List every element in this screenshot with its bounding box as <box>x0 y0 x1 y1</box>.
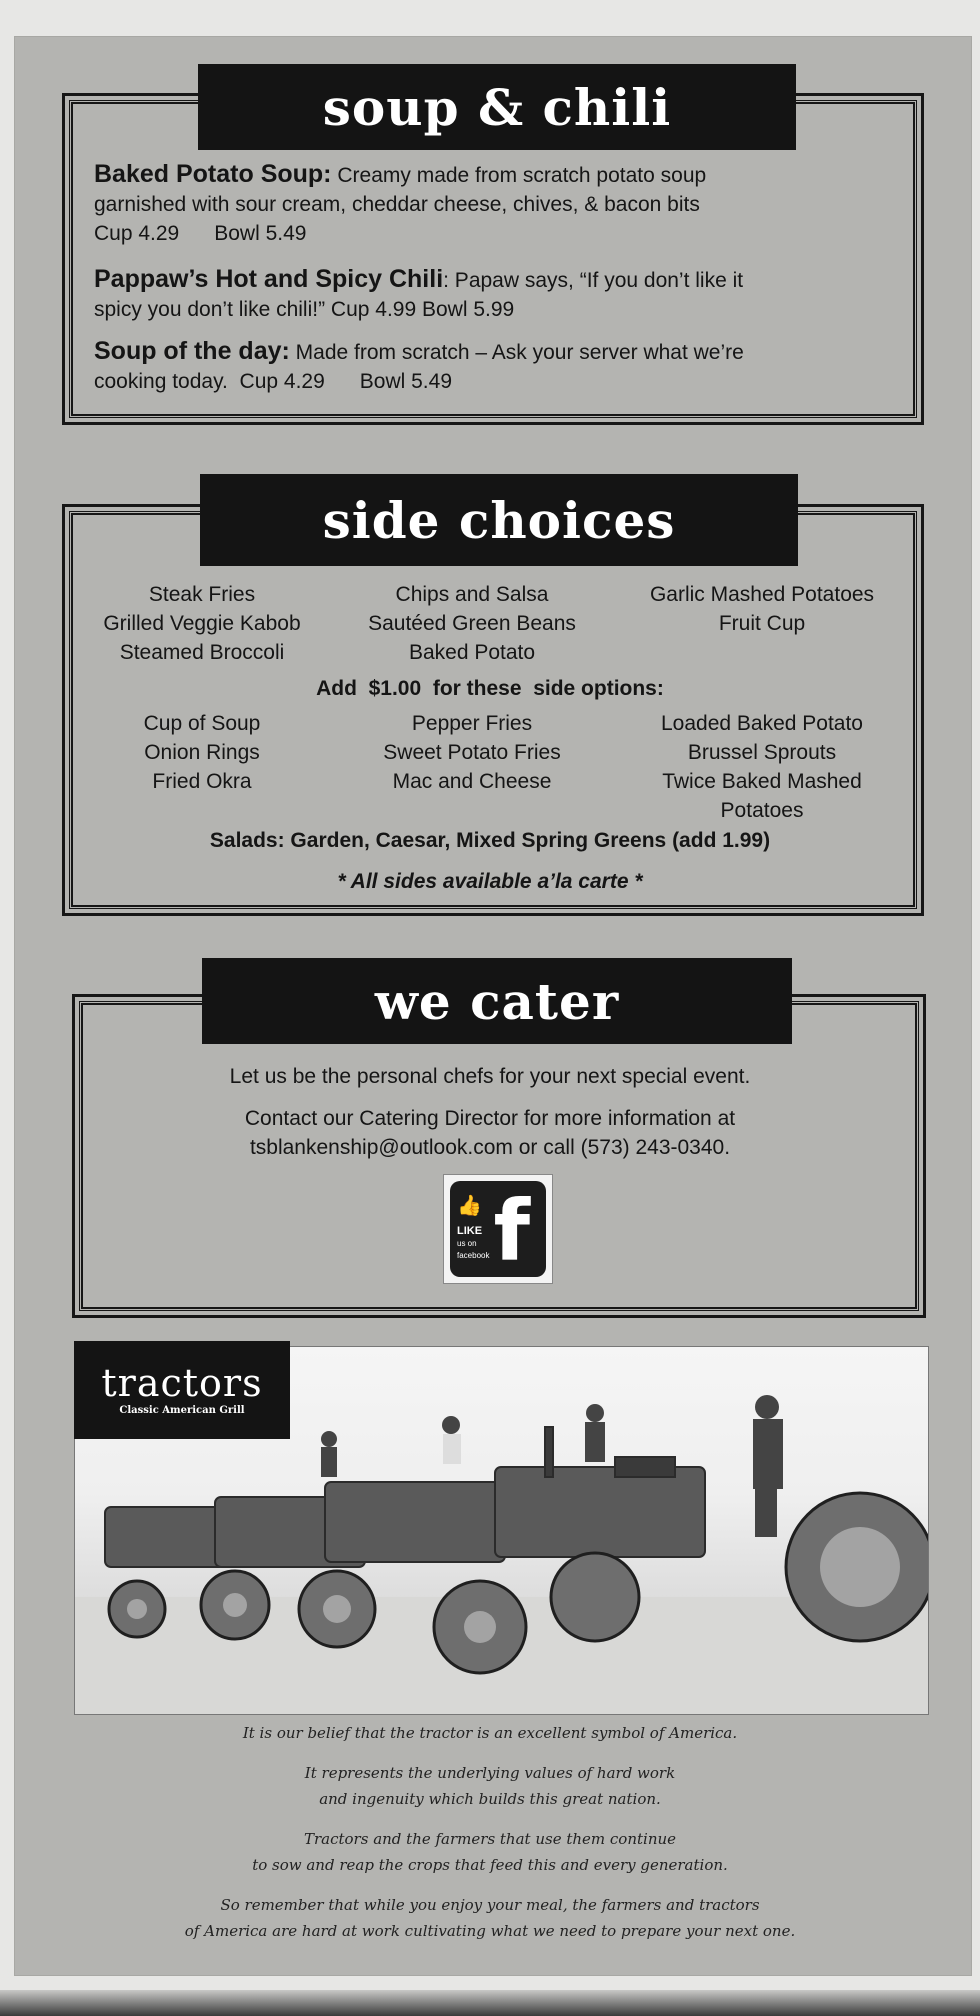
facebook-like-label: LIKE us on facebook <box>457 1225 490 1260</box>
side-item: Loaded Baked Potato <box>660 712 863 735</box>
sides-note: * All sides available a’la carte * <box>337 870 643 893</box>
item-desc: Made from scratch – Ask your server what we’re <box>289 341 744 364</box>
thumbs-up-icon: 👍 <box>457 1195 482 1217</box>
sides-title: side choices <box>322 490 676 550</box>
side-item: Steamed Broccoli <box>119 641 285 664</box>
side-item: Grilled Veggie Kabob <box>103 612 301 635</box>
item-desc: cooking today. Cup 4.29 Bowl 5.49 <box>94 370 452 393</box>
menu-item <box>94 265 874 324</box>
soup-title: soup & chili <box>322 77 672 137</box>
side-item: Onion Rings <box>144 741 260 764</box>
cater-line: Let us be the personal chefs for your next special event. <box>229 1065 751 1088</box>
side-item: Fried Okra <box>152 770 252 793</box>
side-item: Fruit Cup <box>718 612 806 635</box>
cater-banner <box>202 958 792 1044</box>
side-item: Sweet Potato Fries <box>383 741 561 764</box>
side-item: Mac and Cheese <box>392 770 552 793</box>
side-item: Baked Potato <box>408 641 536 664</box>
page-shadow <box>0 1990 980 2016</box>
side-item: Brussel Sprouts <box>687 741 837 764</box>
premium-side-list <box>72 709 912 825</box>
facebook-like-button[interactable] <box>443 1174 553 1284</box>
soup-banner <box>198 64 796 150</box>
side-list <box>72 580 912 667</box>
item-name: Baked Potato Soup: <box>94 160 332 188</box>
item-name: Soup of the day: <box>94 337 290 365</box>
side-item: Sautéed Green Beans <box>368 612 576 635</box>
sides-banner <box>200 474 798 566</box>
side-item: Garlic Mashed Potatoes <box>649 583 875 606</box>
side-item: Twice Baked Mashed <box>662 770 862 793</box>
item-desc: : Papaw says, “If you don’t like it <box>443 269 744 292</box>
side-item: Potatoes <box>720 799 804 822</box>
cater-contact: tsblankenship@outlook.com or call (573) 243-0340. <box>249 1136 731 1159</box>
item-price: Cup 4.29 Bowl 5.49 <box>94 222 307 245</box>
logo-name: tractors <box>101 1361 263 1405</box>
menu-item <box>94 160 874 248</box>
quote-paragraph: So remember that while you enjoy your meal, the farmers and tractors of America are hard at work cultivating what we need to prepare your next one. <box>184 1896 796 1940</box>
tractors-logo <box>74 1341 290 1439</box>
side-item: Steak Fries <box>148 583 256 606</box>
quote-paragraph: It is our belief that the tractor is an excellent symbol of America. <box>242 1724 738 1742</box>
menu-item <box>94 337 874 396</box>
side-item: Pepper Fries <box>411 712 533 735</box>
cater-title: we cater <box>374 971 620 1031</box>
item-desc: Creamy made from scratch potato soup <box>331 164 707 187</box>
item-name: Pappaw’s Hot and Spicy Chili <box>94 265 444 293</box>
side-item: Cup of Soup <box>143 712 261 735</box>
quote-paragraph: It represents the underlying values of hard work and ingenuity which builds this great nation. <box>304 1764 676 1808</box>
add-options-label: Add $1.00 for these side options: <box>316 677 664 700</box>
logo-tagline: Classic American Grill <box>119 1405 245 1416</box>
quote-paragraph: Tractors and the farmers that use them continue to sow and reap the crops that feed this and every generation. <box>252 1830 728 1874</box>
item-desc: garnished with sour cream, cheddar cheese, chives, & bacon bits <box>94 193 700 216</box>
item-desc: spicy you don’t like chili!” Cup 4.99 Bowl 5.99 <box>94 298 515 321</box>
salads-line: Salads: Garden, Caesar, Mixed Spring Greens (add 1.99) <box>209 829 771 852</box>
cater-line: Contact our Catering Director for more information at <box>244 1107 736 1130</box>
facebook-icon: f <box>493 1182 530 1277</box>
side-item: Chips and Salsa <box>395 583 549 606</box>
